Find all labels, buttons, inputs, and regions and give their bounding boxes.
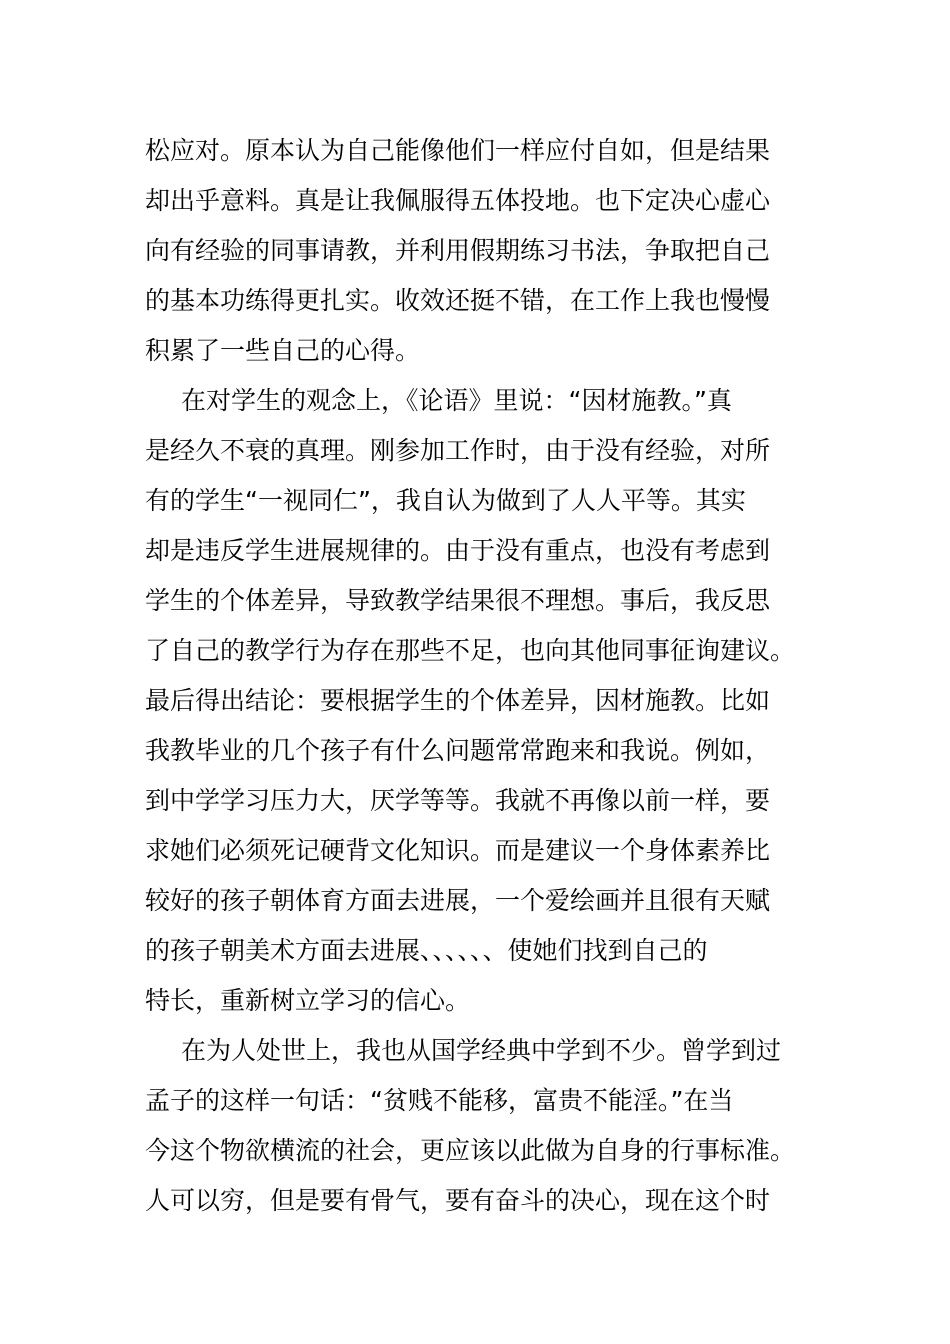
text-line: 最后得出结论：要根据学生的个体差异，因材施教。比如	[145, 686, 771, 715]
text-line: 我教毕业的几个孩子有什么问题常常跑来和我说。例如，	[145, 736, 771, 765]
text-line: 的孩子朝美术方面去进展、、、、、、使她们找到自己的	[145, 936, 708, 965]
text-line: 到中学学习压力大，厌学等等。我就不再像以前一样，要	[145, 786, 771, 815]
text-line: 今这个物欲横流的社会，更应该以此做为自身的行事标准。	[145, 1136, 796, 1165]
text-line: 学生的个体差异，导致教学结果很不理想。事后，我反思	[145, 586, 771, 615]
text-line: 却出乎意料。真是让我佩服得五体投地。也下定决心虚心	[145, 186, 771, 215]
text-line: 向有经验的同事请教，并利用假期练习书法，争取把自己	[145, 236, 771, 265]
text-line: 是经久不衰的真理。刚参加工作时，由于没有经验，对所	[145, 436, 771, 465]
paragraph-first-line: 在为人处世上，我也从国学经典中学到不少。曾学到过	[181, 1036, 782, 1065]
text-line: 人可以穷，但是要有骨气，要有奋斗的决心，现在这个时	[145, 1186, 771, 1215]
body-text	[145, 126, 825, 1226]
text-line: 积累了一些自己的心得。	[145, 336, 421, 365]
text-line: 松应对。原本认为自己能像他们一样应付自如，但是结果	[145, 136, 771, 165]
paragraph-first-line: 在对学生的观念上，《论语》里说：“因材施教。”真	[181, 386, 732, 415]
text-line: 孟子的这样一句话：“贫贱不能移，富贵不能淫。”在当	[145, 1086, 734, 1115]
text-line: 却是违反学生进展规律的。由于没有重点，也没有考虑到	[145, 536, 771, 565]
text-line: 特长，重新树立学习的信心。	[145, 986, 471, 1015]
text-line: 了自己的教学行为存在那些不足，也向其他同事征询建议。	[145, 636, 796, 665]
text-line: 有的学生“一视同仁”，我自认为做到了人人平等。其实	[145, 486, 746, 515]
text-line: 的基本功练得更扎实。收效还挺不错，在工作上我也慢慢	[145, 286, 771, 315]
text-line: 较好的孩子朝体育方面去进展，一个爱绘画并且很有天赋	[145, 886, 771, 915]
text-line: 求她们必须死记硬背文化知识。而是建议一个身体素养比	[145, 836, 771, 865]
